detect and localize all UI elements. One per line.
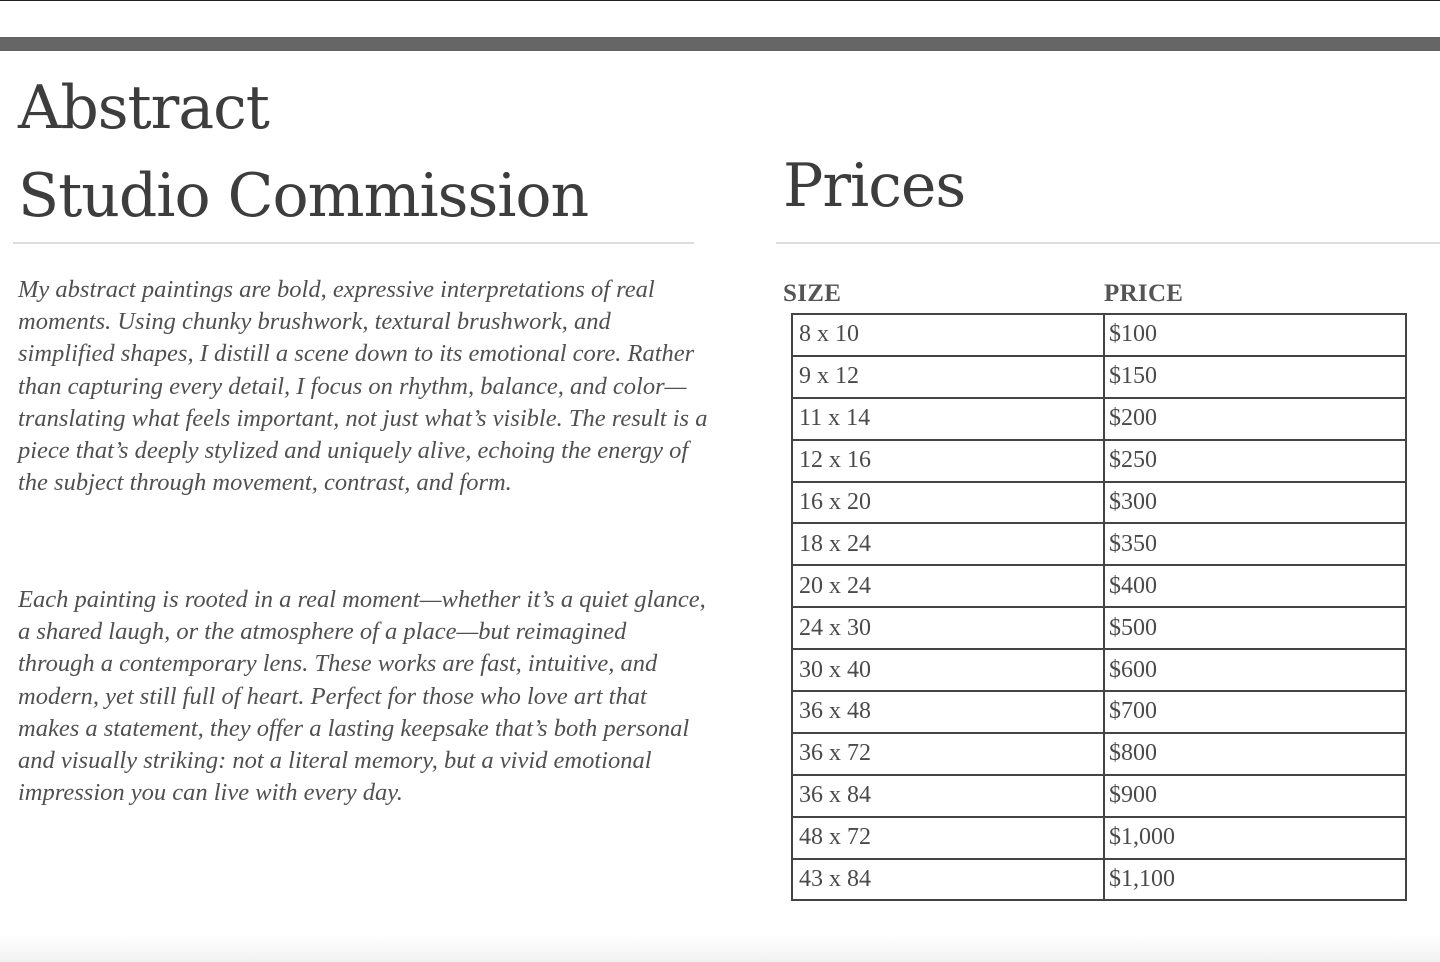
bottom-edge <box>0 936 1440 962</box>
table-row <box>792 482 1406 524</box>
price-cell: $1,100 <box>1104 859 1406 901</box>
price-cell: $900 <box>1104 775 1406 817</box>
size-cell: 18 x 24 <box>792 523 1104 565</box>
header-bar <box>0 37 1440 51</box>
price-cell: $700 <box>1104 691 1406 733</box>
size-cell: 9 x 12 <box>792 356 1104 398</box>
price-column-header: PRICE <box>1104 280 1184 307</box>
size-column-header: SIZE <box>783 280 842 307</box>
price-cell: $400 <box>1104 565 1406 607</box>
price-cell: $150 <box>1104 356 1406 398</box>
description-paragraph-1: My abstract paintings are bold, expressive interpretations of real moments. Using chunky brushwork, textural brushwork, and simplified shapes, I distill a scene down to its emotional core. Rather than capturing every detail, I focus on rhythm, balance, and color—translating what feels important, not just what’s visible. The result is a piece that’s deeply stylized and uniquely alive, echoing the energy of the subject through movement, contrast, and form. <box>18 276 708 497</box>
prices-divider <box>776 242 1440 244</box>
price-cell: $200 <box>1104 398 1406 440</box>
price-cell: $100 <box>1104 314 1406 356</box>
table-row <box>792 607 1406 649</box>
table-row <box>792 859 1406 901</box>
table-row <box>792 314 1406 356</box>
size-cell: 48 x 72 <box>792 817 1104 859</box>
price-cell: $1,000 <box>1104 817 1406 859</box>
price-cell: $350 <box>1104 523 1406 565</box>
table-row <box>792 398 1406 440</box>
price-cell: $500 <box>1104 607 1406 649</box>
table-row <box>792 356 1406 398</box>
description-paragraph-2: Each painting is rooted in a real moment—whether it’s a quiet glance, a shared laugh, or the atmosphere of a place—but reimagined through a contemporary lens. These works are fast, intuitive, and modern, yet still full of heart. Perfect for those who love art that makes a statement, they offer a lasting keepsake that’s both personal and visually striking: not a literal memory, but a vivid emotional impression you can live with every day. <box>18 586 706 807</box>
size-cell: 36 x 84 <box>792 775 1104 817</box>
price-cell: $250 <box>1104 440 1406 482</box>
size-cell: 16 x 20 <box>792 482 1104 524</box>
size-cell: 11 x 14 <box>792 398 1104 440</box>
price-table <box>791 313 1407 901</box>
page-title <box>18 64 698 240</box>
page-title-line-2: Studio Commission <box>18 161 589 231</box>
top-border <box>0 0 1440 1</box>
size-cell: 43 x 84 <box>792 859 1104 901</box>
size-cell: 20 x 24 <box>792 565 1104 607</box>
table-row <box>792 440 1406 482</box>
title-divider <box>13 242 694 244</box>
price-cell: $800 <box>1104 733 1406 775</box>
size-cell: 36 x 72 <box>792 733 1104 775</box>
size-cell: 24 x 30 <box>792 607 1104 649</box>
size-cell: 8 x 10 <box>792 314 1104 356</box>
table-row <box>792 733 1406 775</box>
price-cell: $300 <box>1104 482 1406 524</box>
size-cell: 30 x 40 <box>792 649 1104 691</box>
commission-section <box>18 64 698 240</box>
table-row <box>792 649 1406 691</box>
table-row <box>792 565 1406 607</box>
prices-heading: Prices <box>783 151 966 221</box>
page-title-line-1: Abstract <box>18 73 269 143</box>
table-row <box>792 691 1406 733</box>
table-row <box>792 523 1406 565</box>
size-cell: 12 x 16 <box>792 440 1104 482</box>
size-cell: 36 x 48 <box>792 691 1104 733</box>
price-cell: $600 <box>1104 649 1406 691</box>
table-row <box>792 817 1406 859</box>
table-row <box>792 775 1406 817</box>
